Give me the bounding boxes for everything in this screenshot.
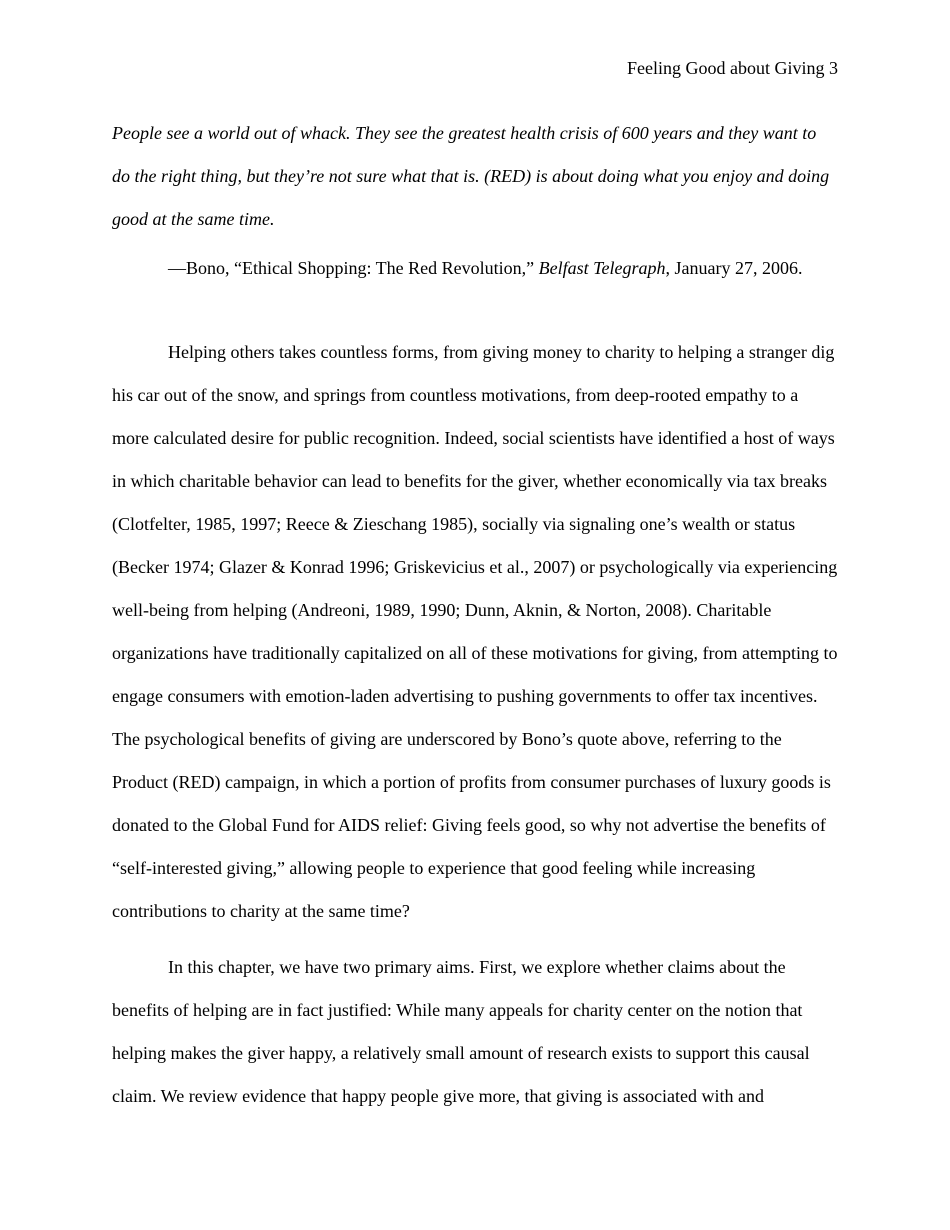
running-head: Feeling Good about Giving 3 (627, 58, 838, 78)
body-paragraph-2: In this chapter, we have two primary aims. First, we explore whether claims about the benefits of helping are in fact justified: While many appeals for charity center on the notion that helping makes the giver happy, a relatively small amount of research exists to support this causal claim. We review evidence that happy people give more, that giving is associated with and (112, 957, 810, 1106)
attribution-source: Belfast Telegraph (538, 258, 666, 278)
attribution-suffix: , January 27, 2006. (665, 258, 803, 278)
epigraph-attribution (168, 256, 802, 280)
attribution-prefix: —Bono, “Ethical Shopping: The Red Revolution,” (168, 258, 539, 278)
epigraph-quote: People see a world out of whack. They see the greatest health crisis of 600 years and they want to do the right thing, but they’re not sure what that is. (RED) is about doing what you enjoy and doing good at the same time. (112, 123, 830, 229)
body-paragraph-1: Helping others takes countless forms, from giving money to charity to helping a stranger dig his car out of the snow, and springs from countless motivations, from deep-rooted empathy to a more calculated desire for public recognition. Indeed, social scientists have identified a host of ways in which charitable behavior can lead to benefits for the giver, whether economically via tax breaks (Clotfelter, 1985, 1997; Reece & Zieschang 1985), socially via signaling one’s wealth or status (Becker 1974; Glazer & Konrad 1996; Griskevicius et al., 2007) or psychologically via experiencing well-being from helping (Andreoni, 1989, 1990; Dunn, Aknin, & Norton, 2008). Charitable organizations have traditionally capitalized on all of these motivations for giving, from attempting to engage consumers with emotion-laden advertising to pushing governments to offer tax incentives. The psychological benefits of giving are underscored by Bono’s quote above, referring to the Product (RED) campaign, in which a portion of profits from consumer purchases of luxury goods is donated to the Global Fund for AIDS relief: Giving feels good, so why not advertise the benefits of “self-interested giving,” allowing people to experience that good feeling while increasing contributions to charity at the same time? (112, 342, 838, 921)
